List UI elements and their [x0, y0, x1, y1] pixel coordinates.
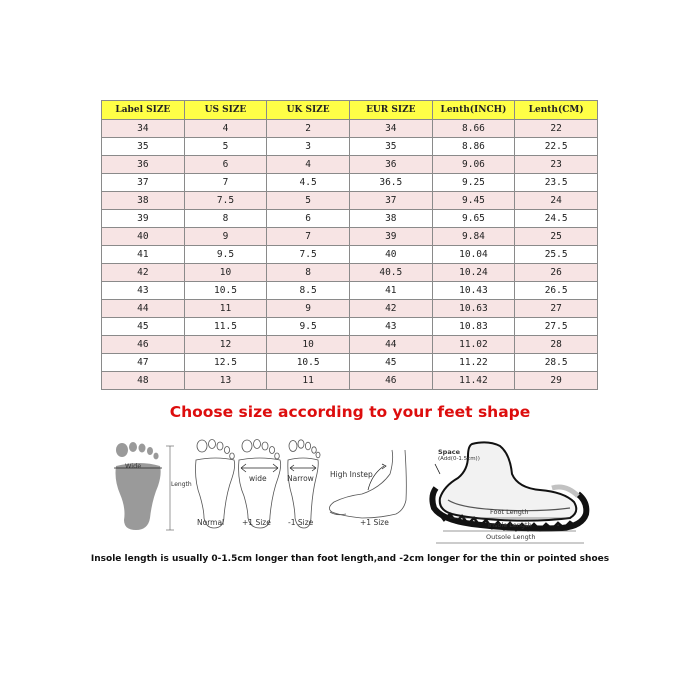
table-cell: 10.5: [184, 282, 267, 300]
table-cell: 46: [349, 372, 432, 390]
table-cell: 44: [349, 336, 432, 354]
table-cell: 34: [349, 120, 432, 138]
table-cell: 35: [349, 138, 432, 156]
table-cell: 40: [349, 246, 432, 264]
column-header: UK SIZE: [267, 101, 350, 120]
table-cell: 25: [515, 228, 598, 246]
table-cell: 6: [184, 156, 267, 174]
table-cell: 24.5: [515, 210, 598, 228]
column-header: US SIZE: [184, 101, 267, 120]
table-row: [102, 264, 598, 282]
table-cell: 5: [267, 192, 350, 210]
table-cell: 10.5: [267, 354, 350, 372]
column-header: Lenth(CM): [515, 101, 598, 120]
table-cell: 13: [184, 372, 267, 390]
table-row: [102, 138, 598, 156]
table-cell: 4: [267, 156, 350, 174]
normal-foot-icon: [196, 440, 235, 529]
table-cell: 8.66: [432, 120, 515, 138]
table-cell: 28.5: [515, 354, 598, 372]
table-cell: 8: [267, 264, 350, 282]
measured-footprint-icon: [114, 442, 174, 530]
table-row: [102, 300, 598, 318]
table-cell: 25.5: [515, 246, 598, 264]
table-cell: 46: [102, 336, 185, 354]
table-cell: 9.45: [432, 192, 515, 210]
table-cell: 11.02: [432, 336, 515, 354]
table-cell: 8: [184, 210, 267, 228]
table-cell: 43: [349, 318, 432, 336]
table-cell: 35: [102, 138, 185, 156]
table-cell: 7: [184, 174, 267, 192]
plus-one-size-label-2: +1 Size: [360, 518, 389, 527]
table-cell: 10: [267, 336, 350, 354]
table-cell: 23: [515, 156, 598, 174]
normal-label: Normal: [197, 518, 225, 527]
column-header: EUR SIZE: [349, 101, 432, 120]
table-cell: 9.84: [432, 228, 515, 246]
table-cell: 9.06: [432, 156, 515, 174]
table-header-row: [102, 101, 598, 120]
table-cell: 6: [267, 210, 350, 228]
table-cell: 5: [184, 138, 267, 156]
table-cell: 22.5: [515, 138, 598, 156]
table-cell: 10.43: [432, 282, 515, 300]
table-cell: 4.5: [267, 174, 350, 192]
table-cell: 38: [349, 210, 432, 228]
table-cell: 26.5: [515, 282, 598, 300]
table-row: [102, 210, 598, 228]
footnote: Insole length is usually 0-1.5cm longer than foot length,and -2cm longer for the thin or pointed shoes: [90, 554, 610, 564]
narrow-foot-icon: [288, 440, 320, 528]
table-cell: 40.5: [349, 264, 432, 282]
table-cell: 28: [515, 336, 598, 354]
table-cell: 3: [267, 138, 350, 156]
table-cell: 27: [515, 300, 598, 318]
high-instep-label: High Instep: [330, 470, 373, 479]
column-header: Lenth(INCH): [432, 101, 515, 120]
table-row: [102, 354, 598, 372]
table-cell: 22: [515, 120, 598, 138]
table-row: [102, 192, 598, 210]
table-row: [102, 282, 598, 300]
table-cell: 7: [267, 228, 350, 246]
table-cell: 7.5: [184, 192, 267, 210]
space-label: Space: [438, 448, 460, 456]
table-cell: 39: [349, 228, 432, 246]
table-cell: 9.25: [432, 174, 515, 192]
table-cell: 42: [102, 264, 185, 282]
space-sub-label: (Add(0-1.5cm)): [438, 456, 480, 462]
table-row: [102, 318, 598, 336]
table-cell: 4: [184, 120, 267, 138]
table-cell: 11.22: [432, 354, 515, 372]
table-cell: 41: [102, 246, 185, 264]
table-cell: 10.63: [432, 300, 515, 318]
wide-foot-label: wide: [249, 474, 267, 483]
table-cell: 36: [102, 156, 185, 174]
plus-one-size-label: +1 Size: [242, 518, 271, 527]
foot-shape-illustrations: [100, 430, 600, 545]
table-cell: 29: [515, 372, 598, 390]
table-cell: 11.42: [432, 372, 515, 390]
table-cell: 47: [102, 354, 185, 372]
table-body: [102, 120, 598, 390]
high-instep-foot-icon: [329, 450, 406, 518]
table-cell: 23.5: [515, 174, 598, 192]
table-cell: 12: [184, 336, 267, 354]
table-cell: 2: [267, 120, 350, 138]
table-cell: 10: [184, 264, 267, 282]
table-cell: 9.65: [432, 210, 515, 228]
table-cell: 9: [184, 228, 267, 246]
table-cell: 10.83: [432, 318, 515, 336]
headline: Choose size according to your feet shape: [169, 403, 531, 421]
table-row: [102, 372, 598, 390]
table-cell: 11.5: [184, 318, 267, 336]
table-cell: 42: [349, 300, 432, 318]
minus-one-size-label: -1 Size: [288, 518, 314, 527]
table-row: [102, 246, 598, 264]
table-cell: 36.5: [349, 174, 432, 192]
table-cell: 37: [102, 174, 185, 192]
table-row: [102, 336, 598, 354]
table-cell: 36: [349, 156, 432, 174]
table-cell: 12.5: [184, 354, 267, 372]
table-row: [102, 156, 598, 174]
table-cell: 11: [267, 372, 350, 390]
table-cell: 10.24: [432, 264, 515, 282]
table-cell: 34: [102, 120, 185, 138]
table-cell: 9.5: [184, 246, 267, 264]
insole-length-label: Insole Length: [488, 521, 532, 529]
size-chart-table: [101, 100, 598, 390]
table-cell: 48: [102, 372, 185, 390]
wide-foot-icon: [239, 440, 281, 529]
table-cell: 8.86: [432, 138, 515, 156]
table-cell: 11: [184, 300, 267, 318]
foot-length-label: Foot Length: [490, 508, 529, 516]
table-cell: 9: [267, 300, 350, 318]
table-cell: 45: [102, 318, 185, 336]
length-label: Length: [171, 481, 192, 488]
table-cell: 37: [349, 192, 432, 210]
table-cell: 40: [102, 228, 185, 246]
table-cell: 9.5: [267, 318, 350, 336]
outsole-length-label: Outsole Length: [486, 533, 536, 541]
table-cell: 41: [349, 282, 432, 300]
table-cell: 26: [515, 264, 598, 282]
table-cell: 38: [102, 192, 185, 210]
table-row: [102, 120, 598, 138]
table-row: [102, 174, 598, 192]
table-cell: 10.04: [432, 246, 515, 264]
table-cell: 7.5: [267, 246, 350, 264]
table-cell: 8.5: [267, 282, 350, 300]
wide-label: Wide: [125, 462, 142, 470]
table-cell: 39: [102, 210, 185, 228]
table-row: [102, 228, 598, 246]
table-cell: 24: [515, 192, 598, 210]
narrow-label: Narrow: [287, 474, 314, 483]
table-cell: 27.5: [515, 318, 598, 336]
table-cell: 45: [349, 354, 432, 372]
table-cell: 43: [102, 282, 185, 300]
column-header: Label SIZE: [102, 101, 185, 120]
table-cell: 44: [102, 300, 185, 318]
